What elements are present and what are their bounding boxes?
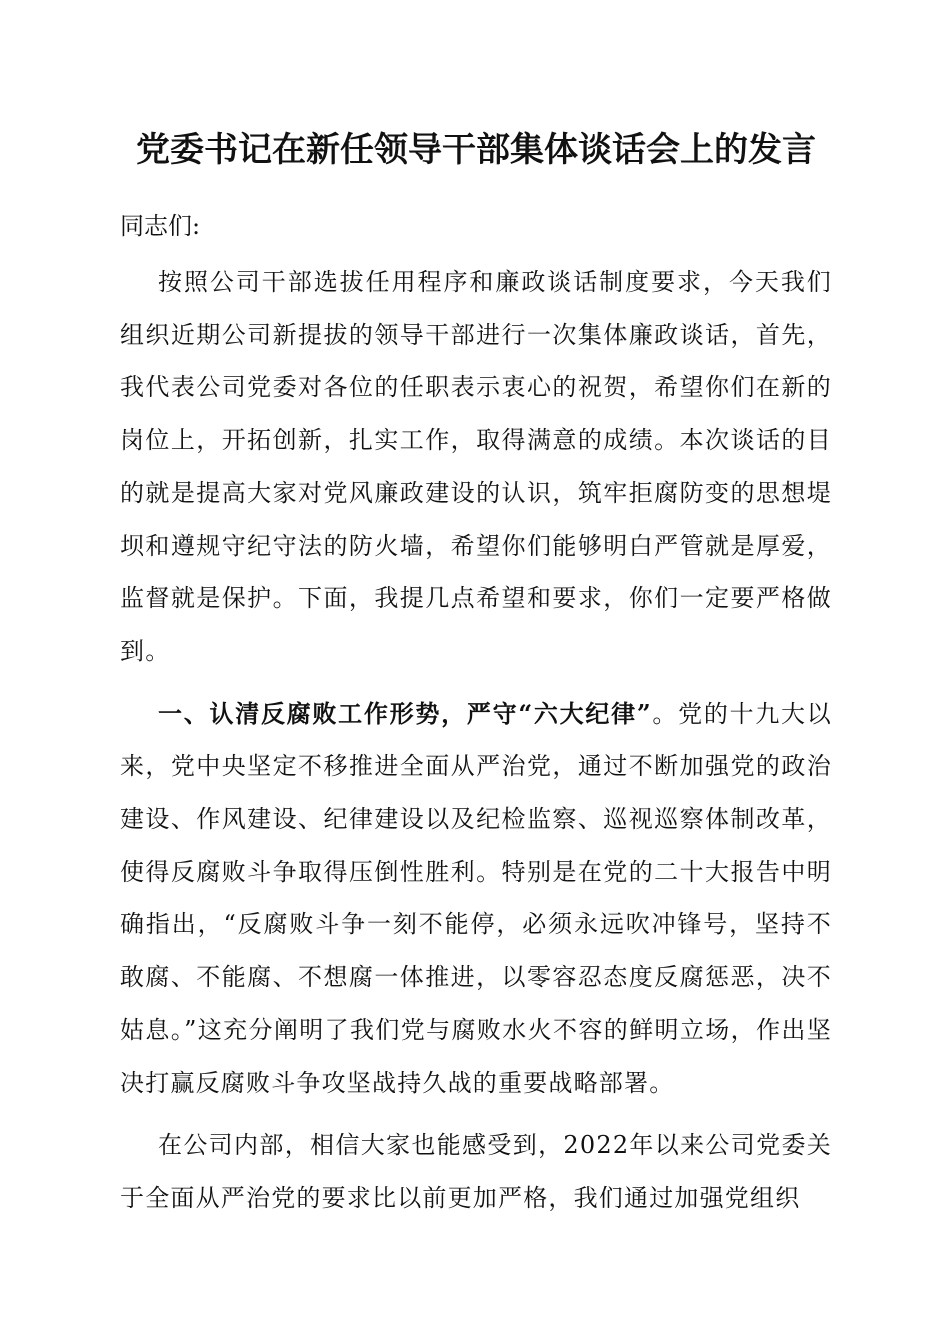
section-1-body: 。党的十九大以来，党中央坚定不移推进全面从严治党，通过不断加强党的政治建设、作风建设、纪律建设以及纪检监察、巡视巡察体制改革，使得反腐败斗争取得压倒性胜利。特别是在党的二十大报告中明确指出，“反腐败斗争一刻不能停，必须永远吹冲锋号，坚持不敢腐、不能腐、不想腐一体推进，以零容忍态度反腐惩恶，决不姑息。”这充分阐明了我们党与腐败水火不容的鲜明立场，作出坚决打赢反腐败斗争攻坚战持久战的重要战略部署。	[120, 699, 832, 1097]
document-page	[120, 0, 832, 1225]
paragraph-intro: 按照公司干部选拔任用程序和廉政谈话制度要求，今天我们组织近期公司新提拔的领导干部进行一次集体廉政谈话，首先，我代表公司党委对各位的任职表示衷心的祝贺，希望你们在新的岗位上，开拓创新，扎实工作，取得满意的成绩。本次谈话的目的就是提高大家对党风廉政建设的认识，筑牢拒腐防变的思想堤坝和遵规守纪守法的防火墙，希望你们能够明白严管就是厚爱，监督就是保护。下面，我提几点希望和要求，你们一定要严格做到。	[120, 268, 832, 665]
document-title: 党委书记在新任领导干部集体谈话会上的发言	[136, 130, 816, 170]
salutation: 同志们:	[120, 212, 201, 240]
paragraph-section-1	[120, 688, 832, 1110]
paragraph-company: 在公司内部，相信大家也能感受到，2022年以来公司党委关于全面从严治党的要求比以前更加严格，我们通过加强党组织	[120, 1131, 832, 1212]
section-1-heading: 一、认清反腐败工作形势，严守“六大纪律”	[158, 698, 652, 728]
